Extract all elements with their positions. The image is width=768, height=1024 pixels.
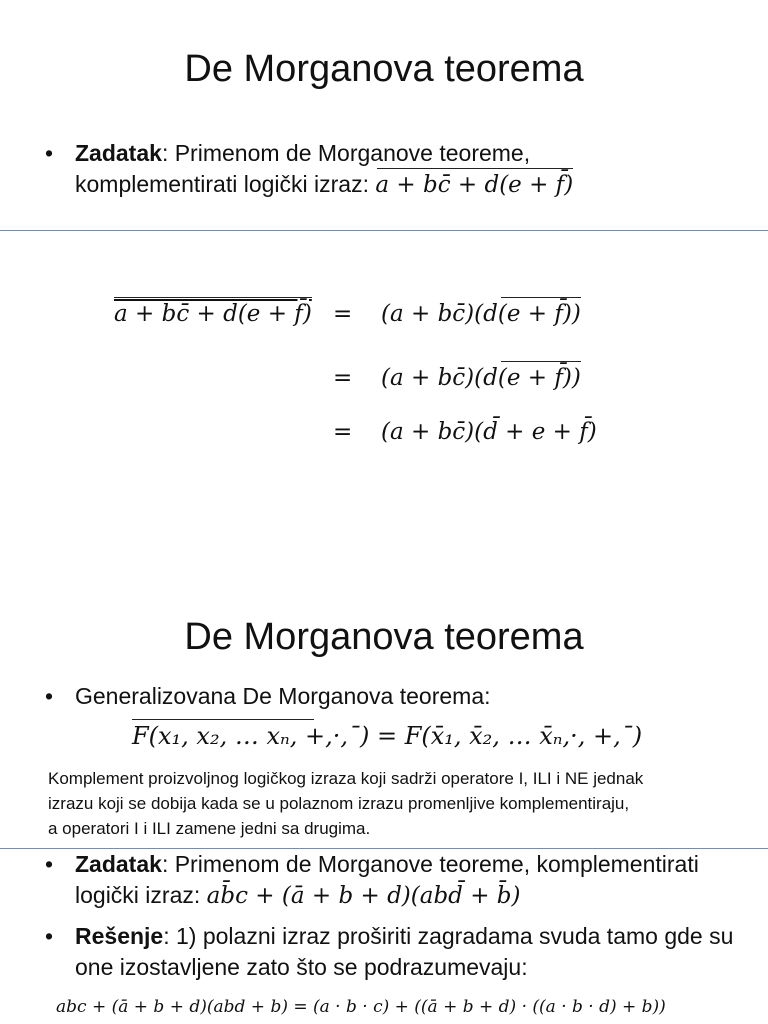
slide-2: [0, 231, 768, 601]
eq-line-3-rhs: (a + bc̄)(d̄ + e + f̄): [381, 419, 597, 445]
slide-3-title: De Morganova teorema: [184, 616, 584, 658]
description-line-3: a operatori I i ILI zamene jedni sa drugima.: [48, 819, 371, 838]
eq-line-1-rhs: (a + bc̄)(d(e + f̄)): [381, 301, 581, 327]
task-label: Zadatak: [75, 851, 162, 877]
task-label: Zadatak: [75, 140, 162, 166]
slide-4-bullet-task: [45, 849, 765, 912]
eq-line-3-equals: =: [333, 419, 353, 445]
bullet-dot: •: [45, 923, 54, 949]
task-expression: ab̄c + (ā + b + d)(abd̄ + b̄): [206, 883, 521, 909]
task-text-2: komplementirati logički izraz:: [75, 171, 369, 197]
task-text-1: : Primenom de Morganove teoreme, komplementirati: [161, 851, 699, 877]
bullet-dot: •: [45, 851, 54, 877]
generalized-formula: F(x₁, x₂, … xₙ, +,·,¯) = F(x̄₁, x̄₂, … x̄ₙ,·, +,¯): [132, 722, 642, 750]
slide-1: [0, 0, 768, 230]
slide-3-bullet: [45, 681, 755, 712]
generalized-label: Generalizovana De Morganova teorema:: [75, 683, 491, 709]
generalized-description: [48, 766, 758, 841]
eq-line-1-lhs: a + bc̄ + d(e + f̄): [114, 301, 312, 327]
eq-line-2-rhs: (a + bc̄)(d(e + f̄)): [381, 365, 581, 391]
slide-3: [0, 600, 768, 848]
task-text-2: logički izraz:: [75, 882, 201, 908]
task-text-1: : Primenom de Morganove teoreme,: [161, 140, 531, 166]
description-line-1: Komplement proizvoljnog logičkog izraza koji sadrži operatore I, ILI i NE jednak: [48, 769, 644, 788]
bullet-dot: •: [45, 140, 54, 166]
solution-label: Rešenje: [75, 923, 164, 949]
expanded-formula: ab̄c + (ā + b + d)(abd̄ + b̄) = (a · b̄ · c) + ((ā + b + d) · ((a · b · d̄) + b̄)): [56, 997, 666, 1017]
task-expression: a + bc̄ + d(e + f̄): [375, 170, 573, 201]
eq-line-1-equals: =: [333, 301, 353, 327]
slide-1-title: De Morganova teorema: [184, 48, 584, 90]
solution-text-2: one izostavljene zato što se podrazumevaju:: [75, 954, 528, 980]
bullet-dot: •: [45, 683, 54, 709]
slide-4-bullet-solution: [45, 921, 765, 983]
slide-4: [0, 849, 768, 1024]
eq-line-2-equals: =: [333, 365, 353, 391]
description-line-2: izrazu koji se dobija kada se u polaznom izrazu promenljive komplementiraju,: [48, 794, 630, 813]
slide-1-bullet: [45, 138, 755, 201]
solution-text-1: : 1) polazni izraz proširiti zagradama svuda tamo gde su: [163, 923, 734, 949]
